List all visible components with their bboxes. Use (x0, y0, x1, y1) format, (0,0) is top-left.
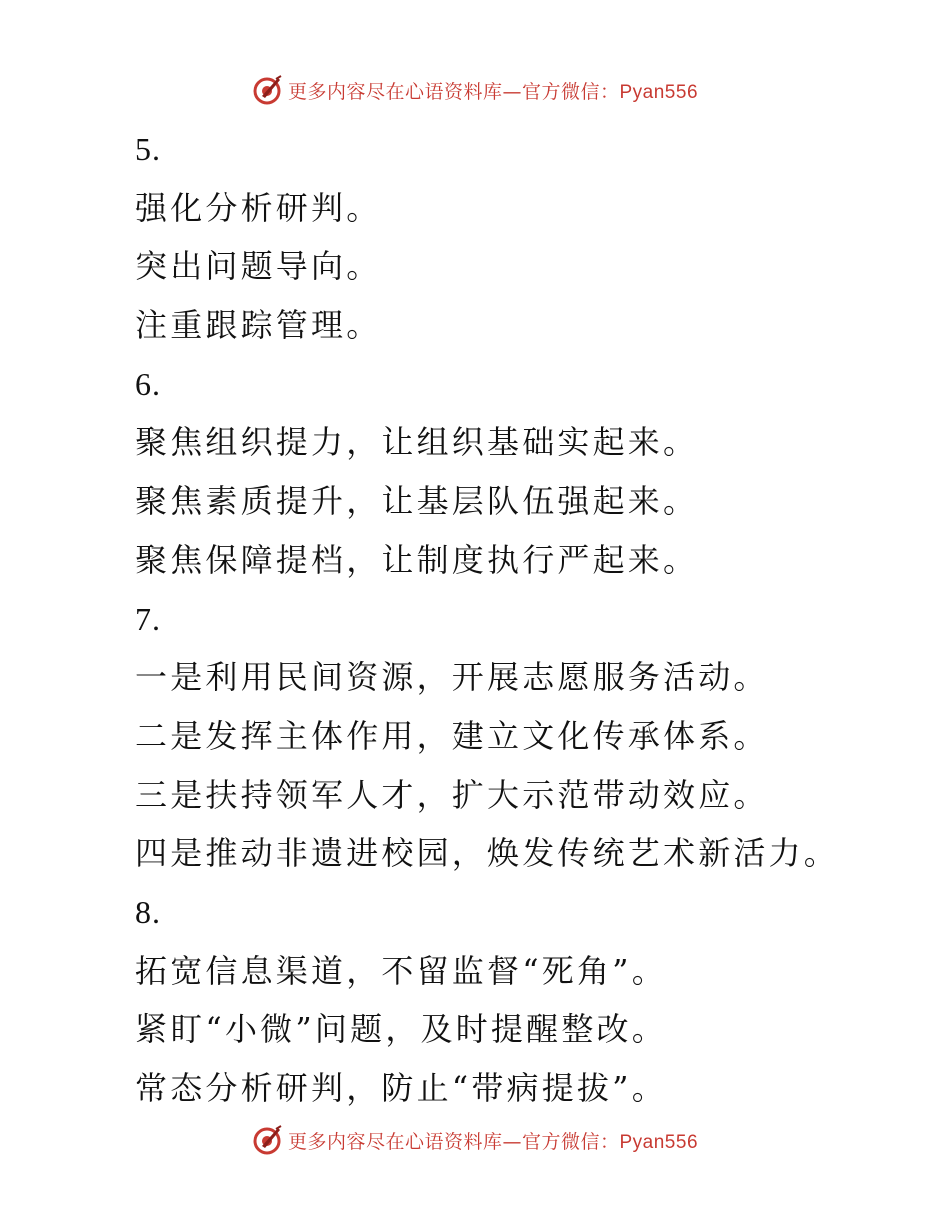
text-line: 紧盯“小微”问题，及时提醒整改。 (135, 1010, 667, 1049)
section-number: 5. (135, 131, 161, 167)
wechat-id: Pyan556 (619, 81, 699, 103)
wechat-id: Pyan556 (619, 1131, 699, 1153)
text-line: 二是发挥主体作用，建立文化传承体系。 (135, 716, 769, 755)
text-line: 聚焦素质提升，让基层队伍强起来。 (135, 482, 699, 521)
watermark-text: 更多内容尽在心语资料库—官方微信：Pyan556 (287, 80, 699, 103)
header-watermark (0, 70, 950, 110)
watermark-text: 更多内容尽在心语资料库—官方微信：Pyan556 (287, 1130, 699, 1153)
document-body (135, 120, 935, 1118)
footer-watermark (0, 1120, 950, 1160)
text-line: 聚焦保障提档，让制度执行严起来。 (135, 540, 699, 579)
quill-pen-logo-icon (252, 1125, 282, 1155)
text-line: 四是推动非遗进校园，焕发传统艺术新活力。 (135, 834, 840, 873)
text-line: 三是扶持领军人才，扩大示范带动效应。 (135, 775, 769, 814)
text-line: 聚焦组织提力，让组织基础实起来。 (135, 423, 699, 462)
text-line: 拓宽信息渠道，不留监督“死角”。 (135, 951, 667, 990)
text-line: 一是利用民间资源，开展志愿服务活动。 (135, 658, 769, 697)
section-number: 7. (135, 600, 161, 637)
section-number: 8. (135, 893, 161, 930)
section-number: 6. (135, 365, 161, 402)
quill-pen-logo-icon (252, 75, 282, 105)
text-line: 常态分析研判，防止“带病提拔”。 (135, 1069, 667, 1107)
text-line: 注重跟踪管理。 (135, 306, 382, 345)
text-line: 强化分析研判。 (135, 188, 382, 227)
text-line: 突出问题导向。 (135, 247, 382, 286)
